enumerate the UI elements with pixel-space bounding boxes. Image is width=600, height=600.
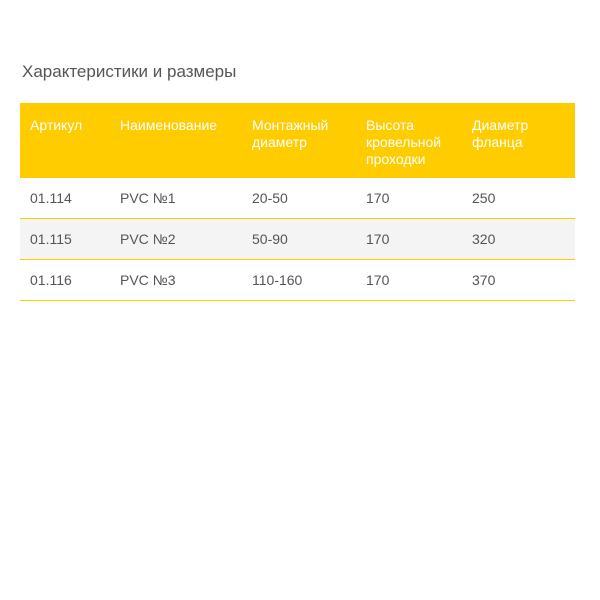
cell-roof-height: 170 bbox=[356, 178, 462, 219]
cell-flange-diameter: 320 bbox=[462, 219, 575, 260]
cell-name: PVC №2 bbox=[110, 219, 242, 260]
cell-roof-height: 170 bbox=[356, 219, 462, 260]
cell-name: PVC №3 bbox=[110, 260, 242, 301]
cell-mount-diameter: 110-160 bbox=[242, 260, 356, 301]
cell-article: 01.114 bbox=[20, 178, 110, 219]
cell-article: 01.115 bbox=[20, 219, 110, 260]
cell-mount-diameter: 50-90 bbox=[242, 219, 356, 260]
cell-mount-diameter: 20-50 bbox=[242, 178, 356, 219]
specs-table bbox=[20, 103, 575, 301]
header-roof-height: Высота кровельной проходки bbox=[356, 103, 462, 178]
table-header-row bbox=[20, 103, 575, 178]
cell-name: PVC №1 bbox=[110, 178, 242, 219]
cell-flange-diameter: 370 bbox=[462, 260, 575, 301]
header-mount-diameter: Монтажный диаметр bbox=[242, 103, 356, 178]
header-name: Наименование bbox=[110, 103, 242, 178]
table-row bbox=[20, 178, 575, 219]
table-row bbox=[20, 260, 575, 301]
table-row bbox=[20, 219, 575, 260]
section-title: Характеристики и размеры bbox=[22, 62, 237, 81]
cell-flange-diameter: 250 bbox=[462, 178, 575, 219]
cell-article: 01.116 bbox=[20, 260, 110, 301]
header-flange-diameter: Диаметр фланца bbox=[462, 103, 575, 178]
header-article: Артикул bbox=[20, 103, 110, 178]
cell-roof-height: 170 bbox=[356, 260, 462, 301]
